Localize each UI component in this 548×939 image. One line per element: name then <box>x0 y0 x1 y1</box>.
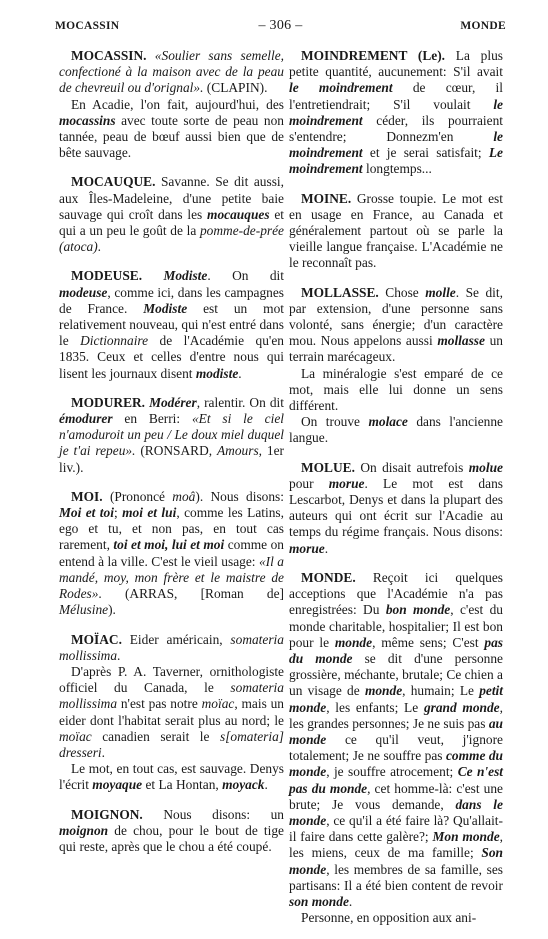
entry-moine <box>289 191 503 272</box>
entry-paragraph <box>289 48 503 178</box>
text: n'est pas notre <box>120 696 198 712</box>
headword: MODURER. <box>71 394 146 410</box>
entry-mocauque <box>59 174 284 255</box>
text: ). Nous disons: <box>195 488 284 504</box>
entry-molue <box>289 460 503 557</box>
text: On trouve <box>301 414 361 430</box>
text: longtemps... <box>366 161 432 177</box>
text: en Berri: <box>124 411 181 427</box>
text: , les membres de sa famille, ses partisans: Il a été bien content de revoir <box>289 861 503 893</box>
entry-paragraph <box>289 570 503 910</box>
term: Modiste <box>143 300 188 316</box>
headword: MOCASSIN. <box>71 48 147 63</box>
text: Le mot, en tout cas, est sauvage. Denys l'écrit <box>59 761 284 793</box>
entry-paragraph <box>59 664 284 761</box>
entry-moignon <box>59 807 284 856</box>
entry-paragraph <box>59 395 284 476</box>
term: au monde <box>289 715 503 747</box>
term: modeuse <box>59 284 108 300</box>
text: et La Hontan, <box>145 777 219 793</box>
italic-text: Mélusine <box>59 602 109 618</box>
text: , comme ici, dans les campagnes de France. <box>59 284 284 316</box>
text: et je serai satisfait; <box>369 145 482 161</box>
text: Grosse toupie. Le mot est en usage en France, au Canada et généralement partout où se parle la vieille langue française. L'Académie ne le reconnaît pas. <box>289 190 503 271</box>
header-right-guide-word: MONDE <box>460 20 506 32</box>
term: morue <box>289 540 325 556</box>
entry-monde <box>289 570 503 926</box>
text: La plus petite quantité, aucunement: S'il avait <box>289 48 503 80</box>
text: D'après P. A. Taverner, ornithologiste officiel du Canada, le <box>59 663 284 696</box>
text: Personne, en opposition aux ani- <box>301 910 477 926</box>
headword: MOÏAC. <box>71 631 122 647</box>
term: Mon monde <box>432 829 500 845</box>
headword: MONDE. <box>301 569 356 585</box>
italic-text: somateria mollissima <box>59 631 284 663</box>
headword: MOINE. <box>301 190 352 206</box>
text: (Prononcé <box>109 488 165 504</box>
entry-paragraph <box>59 807 284 856</box>
term: molace <box>368 414 408 430</box>
term: mollasse <box>437 333 485 349</box>
text: , cet homme-là: c'est une brute; Je vous demande, <box>289 780 504 812</box>
text: de chou, pour le bout de tige qui reste, après que le chou a été coupé. <box>59 822 284 854</box>
italic-text: moïac <box>201 696 235 712</box>
text: , ce qu'il a été faire là? Qu'allait-il faire dans cette galère?; <box>289 812 503 845</box>
text: , les enfants; Le <box>326 699 419 715</box>
term: mocassins <box>59 112 116 128</box>
running-header <box>55 18 506 34</box>
right-column <box>289 48 503 939</box>
text: , les grandes personnes; Je ne suis pas <box>289 699 503 731</box>
text: avec toute sorte de peau non tannée, peau de bœuf aussi bien que de bête sauvage. <box>59 112 284 161</box>
text: Reçoit ici quelques acceptions que l'Académie n'a pas enregistrées: Du <box>289 569 503 618</box>
entry-moi <box>59 489 284 619</box>
text: céder, ils pourraient s'entendre; Donnezm'en <box>289 112 503 145</box>
text: , c'est du monde charitable, hospitalier; Il est bon pour le <box>289 602 503 650</box>
text: . <box>117 647 121 663</box>
italic-text: somateria mollissima <box>59 680 284 712</box>
text: de cœur, il l'entretiendrait; S'il voulait <box>289 80 503 112</box>
text: Savanne. Se dit aussi, aux Îles-Madeleine, d'une petite baie sauvage qui croît dans les <box>59 174 284 222</box>
text: . <box>97 239 102 255</box>
headword: MOINDREMENT (Le). <box>301 48 446 63</box>
text: , comme les Latins, ego et tu, et non pas, en tout cas rarement, <box>59 505 284 553</box>
text: . (ARRAS, [Roman de] <box>98 586 284 602</box>
term: pas du monde <box>289 634 504 666</box>
entry-mocassin <box>59 48 284 161</box>
term: Son monde <box>289 845 503 877</box>
entry-paragraph <box>59 48 284 97</box>
text: , humain; Le <box>402 683 474 699</box>
text: On disait autrefois <box>360 459 464 475</box>
entry-paragraph <box>59 489 284 619</box>
italic-text: moâ <box>172 488 196 504</box>
text: pour <box>289 475 314 491</box>
text: se dit d'une personne grossière, méchante, brutale; Ce chien a un visage de <box>289 650 503 699</box>
term: morue <box>328 475 365 491</box>
text: , ralentir. On dit <box>196 394 284 410</box>
text: . <box>348 893 353 909</box>
term: Le moindrement <box>289 145 503 177</box>
term: monde <box>334 634 373 650</box>
headword: MOLLASSE. <box>301 284 379 300</box>
header-left-guide-word: MOCASSIN <box>55 20 120 32</box>
entry-paragraph <box>59 97 284 162</box>
term: petit monde <box>289 683 503 715</box>
term: Modérer <box>149 394 197 410</box>
page-number: – 306 – <box>258 18 303 33</box>
italic-text: «Et si le ciel n'amoduroit un peu / Le doux miel duquel je t'ai repeu». <box>59 411 284 459</box>
entry-paragraph <box>59 268 284 381</box>
term: moignon <box>59 822 109 838</box>
italic-text: Dictionnaire <box>80 333 149 349</box>
italic-text: Amours <box>217 443 259 459</box>
text: canadien serait le <box>102 728 210 744</box>
term: émodurer <box>59 411 113 427</box>
entry-paragraph <box>59 761 284 793</box>
headword: MOCAUQUE. <box>71 174 156 190</box>
italic-text: pomme-de-prée (atoca) <box>59 223 284 255</box>
entry-paragraph <box>289 366 503 415</box>
text: Chose <box>385 284 419 300</box>
italic-text: s[omateria] dresseri <box>59 728 284 760</box>
text: ). <box>108 602 116 618</box>
headword: MOIGNON. <box>71 806 143 822</box>
text: . <box>238 365 242 381</box>
entry-paragraph <box>59 632 284 664</box>
entry-modeuse <box>59 268 284 381</box>
entry-paragraph <box>289 910 503 926</box>
text: En Acadie, l'on fait, aujourd'hui, des <box>71 96 284 112</box>
term: toi et moi, lui et moi <box>113 537 225 553</box>
text: . <box>324 540 329 556</box>
term: Moi et toi <box>59 505 114 521</box>
text: ; <box>113 505 118 521</box>
text: Nous disons: un <box>163 806 284 822</box>
term: le moindrement <box>289 96 503 128</box>
text: Eider américain, <box>129 631 223 647</box>
entry-modurer <box>59 395 284 476</box>
term: comme du monde <box>289 748 504 780</box>
text: . Se dit, par extension, d'une personne sans volonté, sans énergie; d'un caractère mou. Nous appelons aussi <box>289 284 503 349</box>
text: de l'Académie qu'en 1835. Ceux et celles d'entre nous qui lisent les journaux disent <box>59 333 284 381</box>
source-citation: (CLAPIN). <box>206 80 268 96</box>
term: molue <box>468 459 503 475</box>
definition-quote: «Soulier sans semelle, confectioné à la maison avec de la peau de chevreuil ou d'orignal». <box>59 48 284 96</box>
term: moyack <box>222 777 265 793</box>
term: Ce n'est pas du monde <box>289 764 503 796</box>
entry-paragraph <box>289 191 503 272</box>
text: . Le mot est dans Lescarbot, Denys et dans la plupart des auteurs qui ont écrit sur l'Acadie au temps du régime français. Nous disons: <box>289 475 503 540</box>
text: (RONSARD, <box>140 443 213 459</box>
text: est un mot relativement nouveau, qui n'est entré dans le <box>59 300 284 349</box>
text: , les miens, ceux de ma famille; <box>289 829 503 861</box>
entry-moindrement <box>289 48 503 178</box>
entry-mollasse <box>289 285 503 447</box>
left-column <box>59 48 284 868</box>
text: , je souffre atrocement; <box>326 764 454 780</box>
text: , même sens; C'est <box>372 634 479 650</box>
text: La minéralogie s'est emparé de ce mot, mais elle lui donne un sens différent. <box>289 365 503 414</box>
term: son monde <box>289 893 349 909</box>
term: monde <box>364 683 403 699</box>
text: comme on entend à la ville. C'est le vieil usage: <box>59 537 284 569</box>
text: ce qu'il veut, j'ignore totalement; Je ne souffre pas <box>289 731 503 764</box>
text: . On dit <box>207 268 284 284</box>
headword: MOI. <box>71 488 103 504</box>
term: molle <box>425 284 456 300</box>
term: le moindrement <box>289 80 393 96</box>
term: bon monde <box>385 602 451 618</box>
term: dans le monde <box>289 796 503 828</box>
text: . <box>264 777 268 793</box>
term: grand monde <box>423 699 500 715</box>
term: moyaque <box>92 777 143 793</box>
term: modiste <box>195 365 239 381</box>
text: dans l'ancienne langue. <box>289 414 503 446</box>
text: un terrain marécageux. <box>289 333 503 365</box>
entry-paragraph <box>59 174 284 255</box>
italic-text: «Il a mandé, moy, mon frère et le maistre de Rodes» <box>59 553 284 602</box>
headword: MODEUSE. <box>71 268 143 284</box>
term: moi et lui <box>122 505 177 521</box>
term: Modiste <box>163 268 208 284</box>
entry-paragraph <box>289 414 503 446</box>
term: mocauques <box>207 206 270 222</box>
entry-moiac <box>59 632 284 794</box>
text: , 1er liv.). <box>59 443 284 475</box>
italic-text: moïac <box>59 728 92 744</box>
term: le moindrement <box>289 129 503 161</box>
headword: MOLUE. <box>301 459 355 475</box>
text: et qui a un peu le goût de la <box>59 206 284 239</box>
text: . <box>101 744 106 760</box>
text: , mais un eider dont l'habitat serait plus au nord; le <box>59 696 284 728</box>
entry-paragraph <box>289 460 503 557</box>
entry-paragraph <box>289 285 503 366</box>
